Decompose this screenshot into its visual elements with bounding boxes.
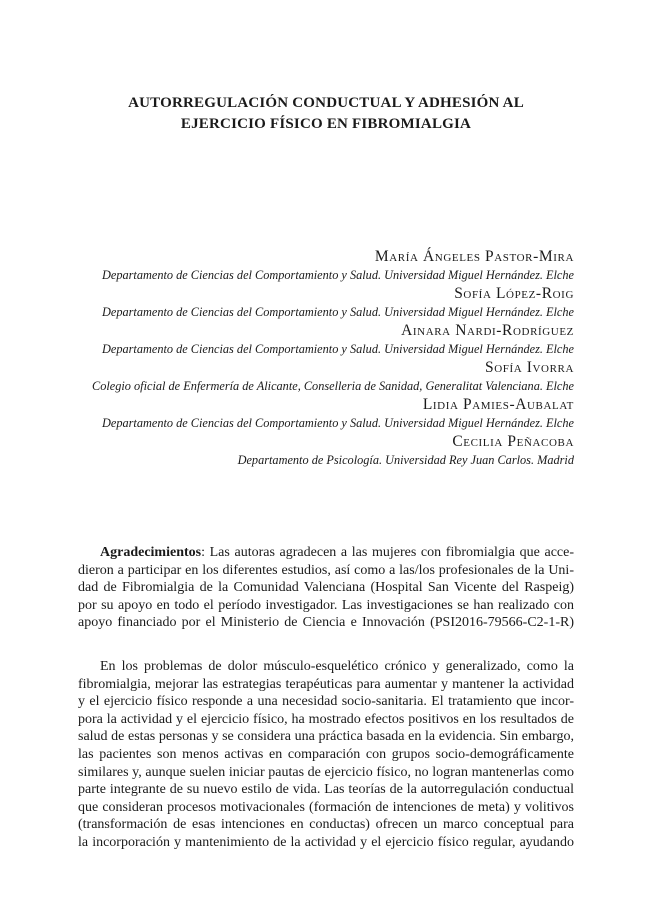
author-affiliation: Departamento de Ciencias del Comportamiento y Salud. Universidad Miguel Hernández. Elche (102, 416, 574, 430)
author-name: Ainara Nardi-Rodríguez (401, 322, 574, 339)
ack-line: dad de Fibromialgia de la Comunidad Valenciana (Hospital San Vicente del Raspeig) (78, 580, 574, 596)
body-line: y el ejercicio físico responde a una necesidad socio-sanitaria. El tratamiento que incor- (78, 694, 574, 710)
author-affiliation: Departamento de Psicología. Universidad Rey Juan Carlos. Madrid (237, 453, 574, 467)
title-line: AUTORREGULACIÓN CONDUCTUAL Y ADHESIÓN AL (128, 95, 524, 111)
author-list (70, 247, 574, 469)
author-name: Cecilia Peñacoba (452, 433, 574, 450)
ack-line: por su apoyo en todo el período investigador. Las investigaciones se han realizado con (78, 597, 574, 613)
author-affiliation: Departamento de Ciencias del Comportamiento y Salud. Universidad Miguel Hernández. Elche (102, 342, 574, 356)
acknowledgements-paragraph (78, 544, 574, 632)
body-line: la incorporación y mantenimiento de la actividad y el ejercicio físico regular, ayudando (78, 834, 574, 850)
body-line: (transformación de esas intenciones en conductas) ofrecen un marco conceptual para (78, 817, 574, 833)
ack-line: apoyo financiado por el Ministerio de Ciencia e Innovación (PSI2016-79566-C2-1-R) (78, 615, 574, 631)
body-line: fibromialgia, mejorar las estrategias terapéuticas para aumentar y mantener la actividad (78, 676, 574, 692)
body-line: pora la actividad y el ejercicio físico, ha mostrado efectos positivos en los resultados de (78, 711, 574, 727)
author-affiliation: Departamento de Ciencias del Comportamiento y Salud. Universidad Miguel Hernández. Elche (102, 268, 574, 282)
author-affiliation: Departamento de Ciencias del Comportamiento y Salud. Universidad Miguel Hernández. Elche (102, 305, 574, 319)
body-line: similares y, aunque suelen iniciar pautas de ejercicio físico, no logran mantenerlas como (78, 764, 574, 780)
body-line: que consideran procesos motivacionales (formación de intenciones de meta) y volitivos (78, 799, 574, 815)
author-name: María Ángeles Pastor-Mira (374, 248, 574, 265)
author-name: Sofía López-Roig (454, 285, 574, 302)
body-line: En los problemas de dolor músculo-esquelético crónico y generalizado, como la (100, 659, 574, 674)
ack-line: dieron a participar en los diferentes estudios, así como a las/los profesionales de la Uni- (78, 562, 574, 578)
ack-line-first (78, 544, 574, 562)
body-line: salud de estas personas y se considera una práctica basada en la evidencia. Sin embargo, (78, 729, 574, 745)
body-line: parte integrante de su nuevo estilo de vida. Las teorías de la autorregulación conductual (78, 782, 574, 798)
paper-title (78, 93, 574, 135)
body-paragraph (78, 658, 574, 852)
ack-text: : Las autoras agradecen a las mujeres con fibromialgia que acce- (201, 545, 574, 560)
title-line: EJERCICIO FÍSICO EN FIBROMIALGIA (180, 116, 472, 132)
author-name: Sofía Ivorra (484, 359, 574, 376)
author-affiliation: Colegio oficial de Enfermería de Alicante, Conselleria de Sanidad, Generalitat Valenciana. Elche (92, 379, 574, 393)
author-name: Lidia Pamies-Aubalat (422, 396, 574, 413)
body-line: las pacientes son menos activas en comparación con grupos socio-demográficamente (78, 746, 574, 762)
acknowledgements-label: Agradecimientos (100, 545, 202, 560)
